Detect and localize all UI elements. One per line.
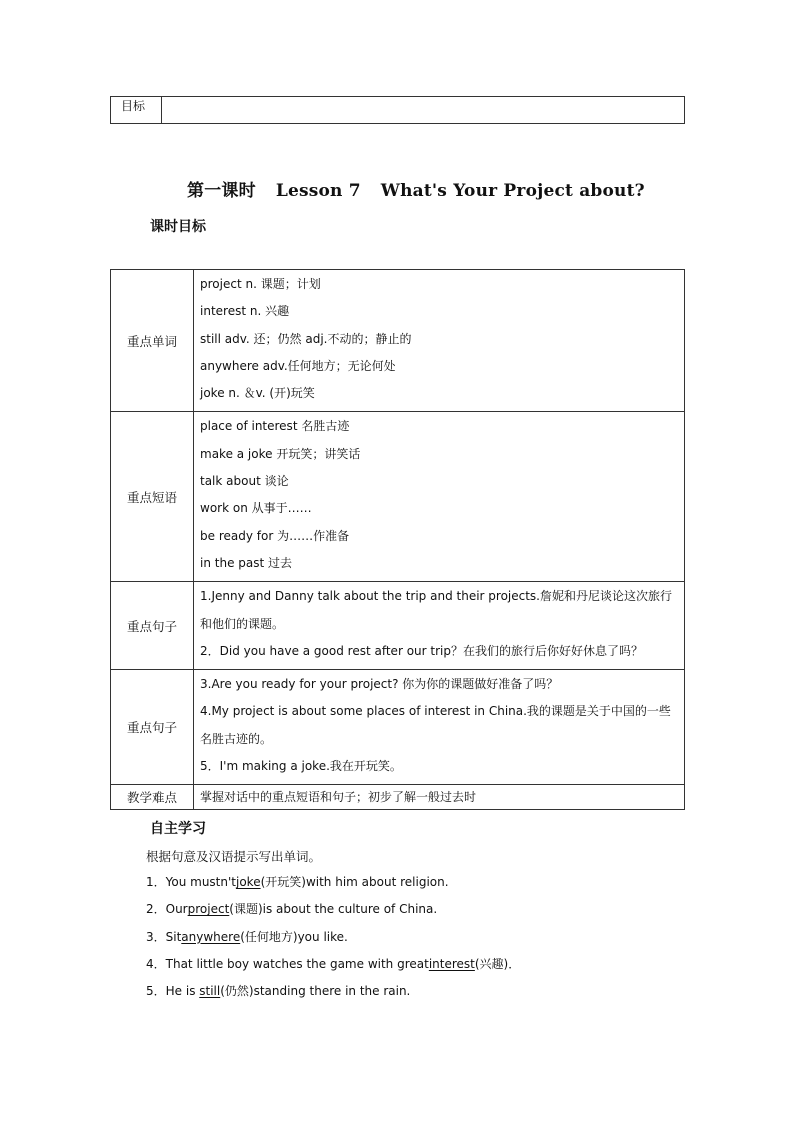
phrase-item: work on 从事于…… bbox=[200, 501, 312, 516]
exercise-instruction: 根据句意及汉语提示写出单词。 bbox=[146, 849, 322, 864]
exercise-answer: joke bbox=[236, 875, 261, 889]
row-label-sentences: 重点句子 bbox=[111, 670, 194, 785]
exercise-text: (任何地方)you like. bbox=[240, 929, 348, 944]
lesson-title bbox=[187, 176, 645, 201]
row-label-difficulty: 教学难点 bbox=[111, 785, 194, 810]
exercise-text: (开玩笑)with him about religion. bbox=[260, 875, 449, 889]
phrase-item: be ready for 为……作准备 bbox=[200, 528, 350, 543]
lesson-goals-table bbox=[110, 269, 685, 810]
sentence-item: 1.Jenny and Danny talk about the trip and their projects.詹妮和丹尼谈论这次旅行和他们的课题。 bbox=[200, 589, 672, 631]
exercise-item bbox=[146, 896, 520, 923]
exercise-item bbox=[146, 869, 520, 896]
row-label-sentences: 重点句子 bbox=[111, 582, 194, 670]
exercise-text: 3．Sit bbox=[146, 929, 182, 944]
exercise-text: 4．That little boy watches the game with great bbox=[146, 956, 429, 971]
exercise-text: (兴趣)． bbox=[474, 956, 521, 971]
key-sentences-list bbox=[194, 670, 685, 785]
word-item: project n. 课题；计划 bbox=[200, 277, 321, 291]
row-key-sentences-2 bbox=[111, 670, 685, 785]
exercise-text: 2．Our bbox=[146, 902, 188, 917]
lesson-name: What's Your Project about? bbox=[380, 181, 645, 201]
exercise-answer: interest bbox=[428, 956, 475, 971]
sentence-item: 5．I'm making a joke.我在开玩笑。 bbox=[200, 759, 402, 774]
section-title-self-study: 自主学习 bbox=[150, 821, 206, 837]
sentence-item: 4.My project is about some places of interest in China.我的课题是关于中国的一些名胜古迹的。 bbox=[200, 704, 671, 746]
exercise-item bbox=[146, 951, 520, 978]
phrase-item: place of interest 名胜古迹 bbox=[200, 419, 350, 434]
goal-header-table bbox=[110, 96, 685, 124]
exercise-answer: anywhere bbox=[181, 929, 241, 944]
lesson-part: 第一课时 bbox=[187, 181, 256, 201]
lesson-number: Lesson 7 bbox=[275, 181, 361, 201]
exercise-answer: still bbox=[199, 984, 221, 999]
row-key-words bbox=[111, 270, 685, 412]
word-item: anywhere adv.任何地方；无论何处 bbox=[200, 358, 396, 373]
phrase-item: in the past 过去 bbox=[200, 555, 293, 570]
word-item: interest n. 兴趣 bbox=[200, 304, 290, 319]
exercise-item bbox=[146, 924, 520, 951]
exercise-list bbox=[146, 869, 520, 1005]
exercise-text: 1．You mustn't bbox=[146, 875, 236, 889]
row-key-sentences-1 bbox=[111, 582, 685, 670]
difficulty-value: 掌握对话中的重点短语和句子；初步了解一般过去时 bbox=[194, 785, 685, 810]
exercise-text: 5．He is bbox=[146, 984, 200, 999]
row-label-phrases: 重点短语 bbox=[111, 412, 194, 582]
key-phrases-list bbox=[194, 412, 685, 582]
sentence-item: 2．Did you have a good rest after our trip？在我们的旅行后你好好休息了吗？ bbox=[200, 643, 643, 658]
exercise-text: (课题)is about the culture of China. bbox=[229, 902, 438, 917]
word-item: still adv. 还；仍然 adj.不动的；静止的 bbox=[200, 331, 412, 346]
goal-header-label: 目标 bbox=[111, 97, 162, 124]
section-title-goals: 课时目标 bbox=[150, 219, 206, 235]
phrase-item: talk about 谈论 bbox=[200, 474, 289, 489]
goal-header-value bbox=[162, 97, 685, 124]
key-words-list bbox=[194, 270, 685, 412]
exercise-text: (仍然)standing there in the rain. bbox=[220, 984, 411, 999]
word-item: joke n. ＆v. (开)玩笑 bbox=[200, 386, 315, 401]
row-key-phrases bbox=[111, 412, 685, 582]
row-difficulty bbox=[111, 785, 685, 810]
exercise-item bbox=[146, 978, 520, 1005]
exercise-answer: project bbox=[187, 902, 230, 917]
sentence-item: 3.Are you ready for your project? 你为你的课题做好准备了吗？ bbox=[200, 677, 559, 692]
row-label-words: 重点单词 bbox=[111, 270, 194, 412]
phrase-item: make a joke 开玩笑；讲笑话 bbox=[200, 446, 361, 461]
key-sentences-list bbox=[194, 582, 685, 670]
